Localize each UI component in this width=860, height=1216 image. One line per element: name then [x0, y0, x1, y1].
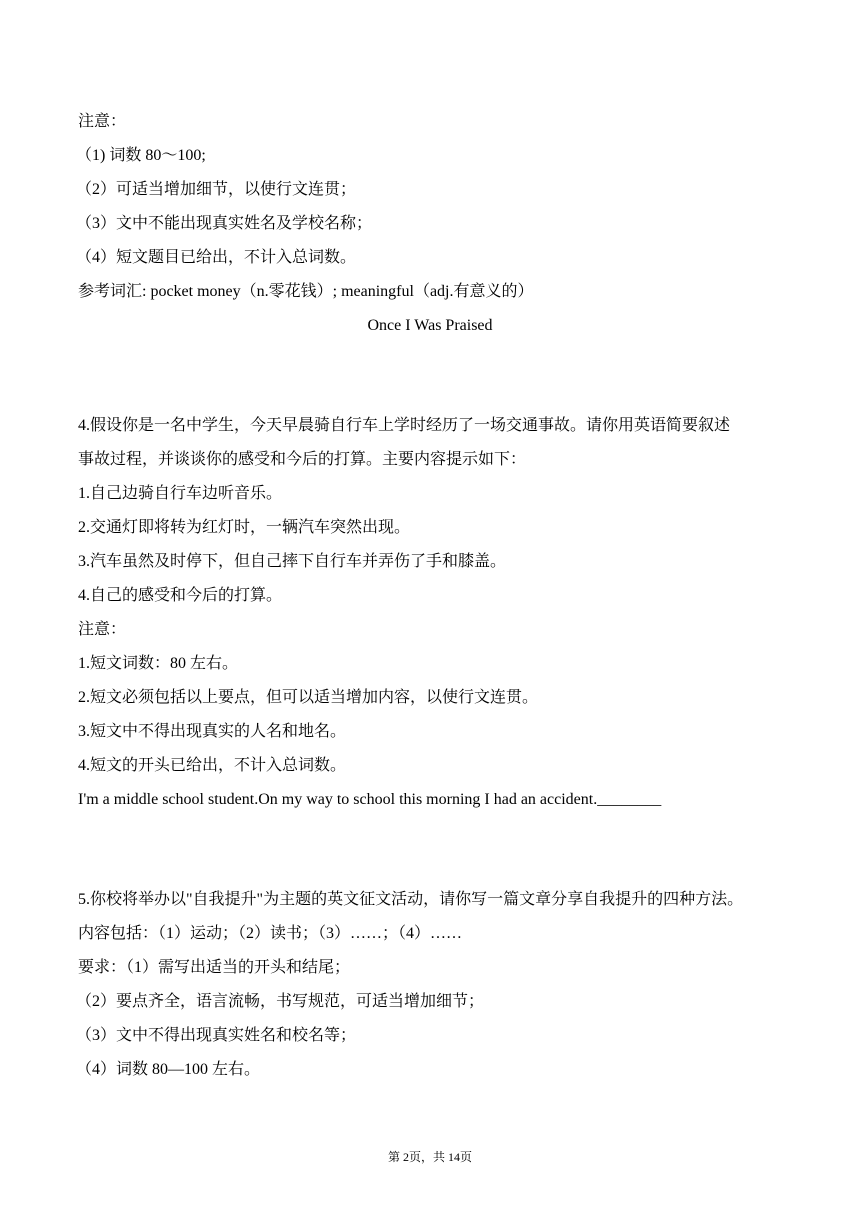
section4-point-4: 4.自己的感受和今后的打算。	[78, 587, 283, 604]
section4-point-3: 3.汽车虽然及时停下，但自己摔下自行车并弄伤了手和膝盖。	[78, 553, 507, 570]
section5-prompt-line1: 5.你校将举办以"自我提升"为主题的英文征文活动，请你写一篇文章分享自我提升的四种方法。	[78, 891, 744, 908]
section4-note-4: 4.短文的开头已给出，不计入总词数。	[78, 757, 347, 774]
section3-note-3: （3）文中不能出现真实姓名及学校名称；	[76, 215, 373, 232]
section3-note-label: 注意：	[78, 113, 127, 130]
section5-requirement-2: （2）要点齐全，语言流畅，书写规范，可适当增加细节；	[76, 993, 485, 1010]
section4-prompt-line1: 4.假设你是一名中学生，今天早晨骑自行车上学时经历了一场交通事故。请你用英语简要叙述	[78, 417, 731, 434]
section5-content-line: 内容包括：（1）运动；（2）读书；（3）……；（4）……	[78, 925, 463, 942]
section3-note-1: （1) 词数 80～100;	[76, 147, 206, 164]
section4-point-2: 2.交通灯即将转为红灯时，一辆汽车突然出现。	[78, 519, 411, 536]
section3-vocab: 参考词汇: pocket money（n.零花钱）; meaningful（adj.有意义的）	[78, 283, 534, 300]
section4-point-1: 1.自己边骑自行车边听音乐。	[78, 485, 283, 502]
section5-requirement-3: （3）文中不得出现真实姓名和校名等；	[76, 1027, 357, 1044]
section3-essay-title: Once I Was Praised	[367, 317, 493, 334]
section4-opening-sentence: I'm a middle school student.On my way to school this morning I had an accident.________	[78, 791, 662, 808]
page-number-footer: 第 2页，共 14页	[387, 1150, 472, 1164]
section4-note-label: 注意：	[78, 621, 127, 638]
section5-requirement-4: （4）词数 80—100 左右。	[76, 1061, 261, 1078]
section4-prompt-line2: 事故过程，并谈谈你的感受和今后的打算。主要内容提示如下：	[78, 451, 527, 468]
section4-note-3: 3.短文中不得出现真实的人名和地名。	[78, 723, 347, 740]
section3-note-2: （2）可适当增加细节，以使行文连贯；	[76, 181, 357, 198]
section3-note-4: （4）短文题目已给出，不计入总词数。	[76, 249, 357, 266]
section5-requirement-1: 要求：（1）需写出适当的开头和结尾；	[78, 959, 351, 976]
section4-note-2: 2.短文必须包括以上要点，但可以适当增加内容，以使行文连贯。	[78, 689, 539, 706]
section4-note-1: 1.短文词数：80 左右。	[78, 655, 239, 672]
